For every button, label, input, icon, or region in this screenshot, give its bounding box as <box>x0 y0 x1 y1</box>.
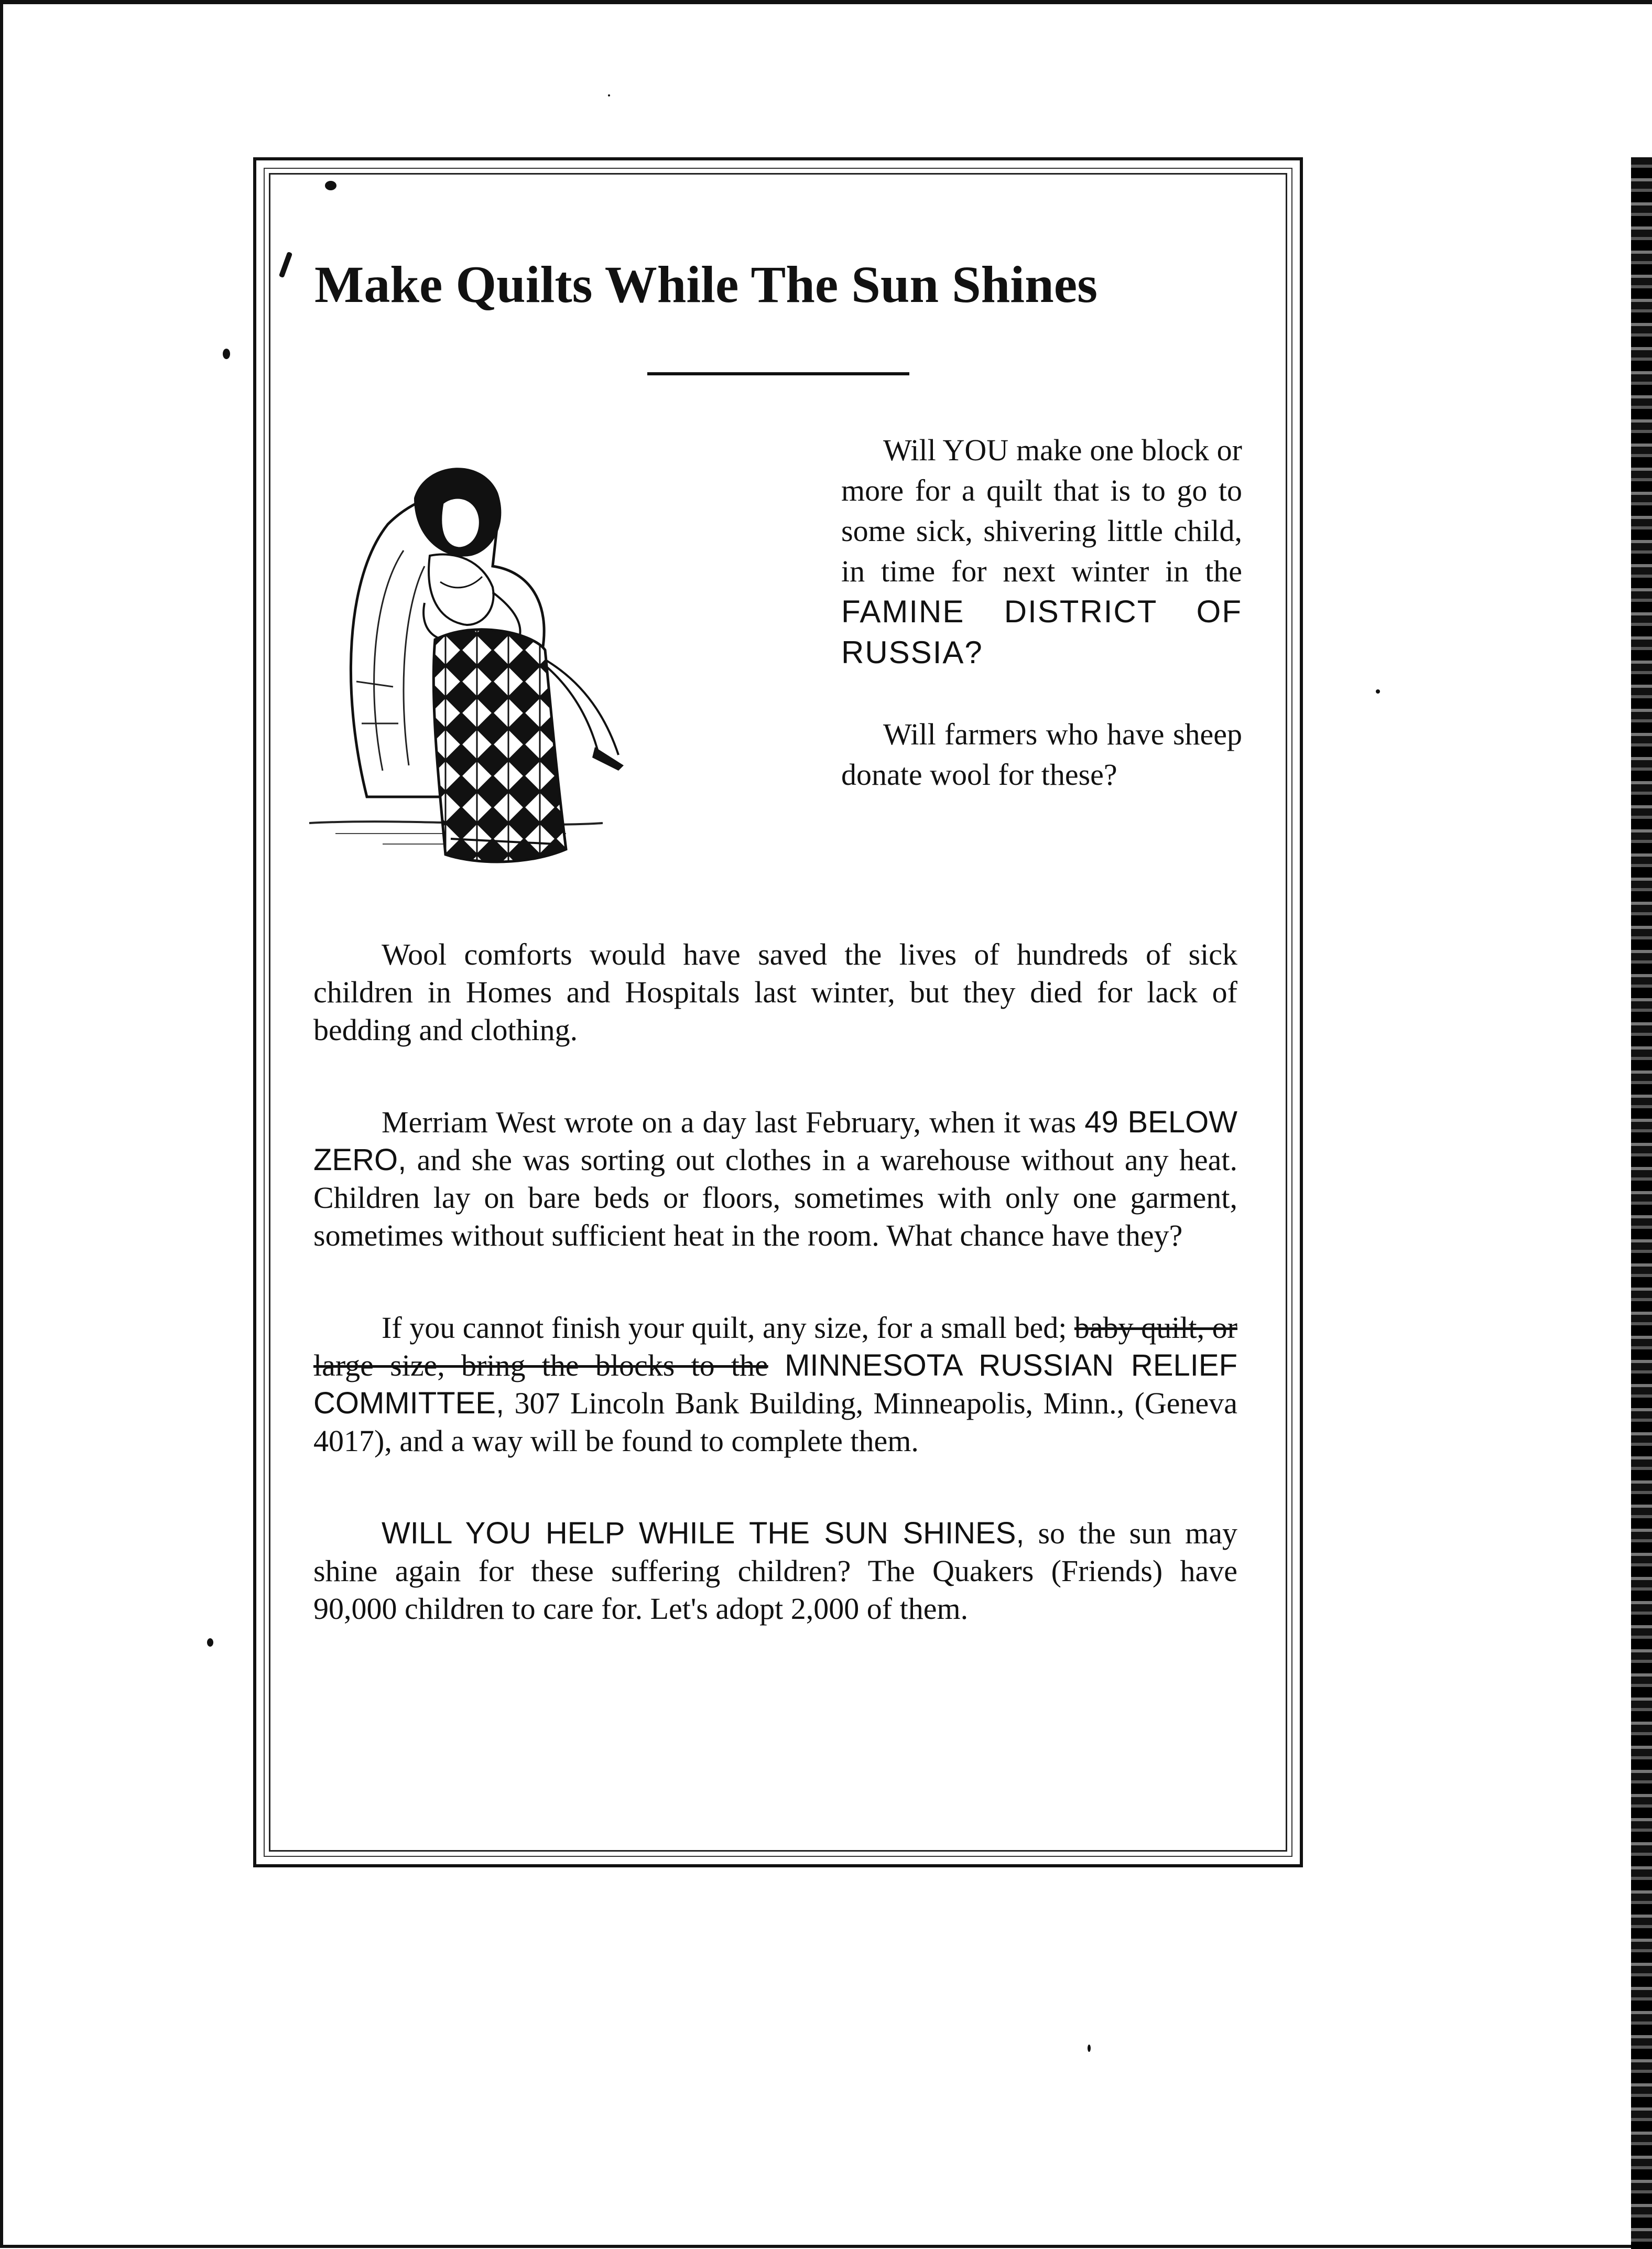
body-paragraph-wool-comforts: Wool comforts would have saved the lives of hundreds of sick children in Homes and Hospitals last winter, but they died for lack of bedding and clothing. <box>313 937 1237 1047</box>
committee-name: MINNESOTA RUSSIAN RELIEF COMMITTEE, <box>313 1348 1237 1420</box>
body-paragraph-quilt-drop-off <box>313 1309 1237 1460</box>
speck <box>1376 689 1380 694</box>
help-headline: WILL YOU HELP WHILE THE SUN SHINES, <box>382 1516 1025 1550</box>
intro-famine-district: FAMINE DISTRICT OF RUSSIA? <box>841 594 1242 670</box>
scan-edge-shadow <box>1631 157 1652 2249</box>
speck <box>223 349 230 359</box>
struck-through-text: baby quilt, or large size, bring the blocks to the <box>313 1311 1237 1382</box>
intro-column <box>841 430 1242 836</box>
speck <box>608 94 610 96</box>
speck <box>325 181 336 190</box>
merriam-west-text-b: and she was sorting out clothes in a warehouse without any heat. Children lay on bare beds or floors, sometimes with only one garment, sometimes without sufficient heat in the room. What chance have they? <box>313 1143 1238 1252</box>
title-divider <box>647 372 909 375</box>
body-text <box>313 936 1237 1682</box>
speck <box>1088 2045 1091 2052</box>
merriam-west-text-a: Merriam West wrote on a day last February, when it was <box>382 1105 1077 1139</box>
intro-paragraph-wool: Will farmers who have sheep donate wool for these? <box>841 717 1242 792</box>
body-paragraph-merriam-west <box>313 1104 1237 1255</box>
speck <box>207 1638 213 1647</box>
help-text: so the sun may shine again for these suffering children? The Quakers (Friends) have 90,000 children to care for. Let's adopt 2,000 of them. <box>313 1516 1238 1626</box>
below-zero-text: 49 BELOW ZERO, <box>313 1105 1237 1177</box>
body-paragraph-help <box>313 1515 1237 1628</box>
girl-with-quilt-illustration <box>304 430 776 891</box>
page-title: Make Quilts While The Sun Shines <box>314 255 1097 313</box>
intro-paragraph-appeal <box>841 430 1242 673</box>
intro-appeal-text: Will YOU make one block or more for a quilt that is to go to some sick, shivering little child, in time for next winter in the <box>841 433 1242 588</box>
quilt-drop-off-text-a: If you cannot finish your quilt, any size, for a small bed; <box>382 1311 1067 1345</box>
quilt-drop-off-text-b: 307 Lincoln Bank Building, Minneapolis, Minn., (Geneva 4017), and a way will be found to complete them. <box>313 1386 1237 1458</box>
